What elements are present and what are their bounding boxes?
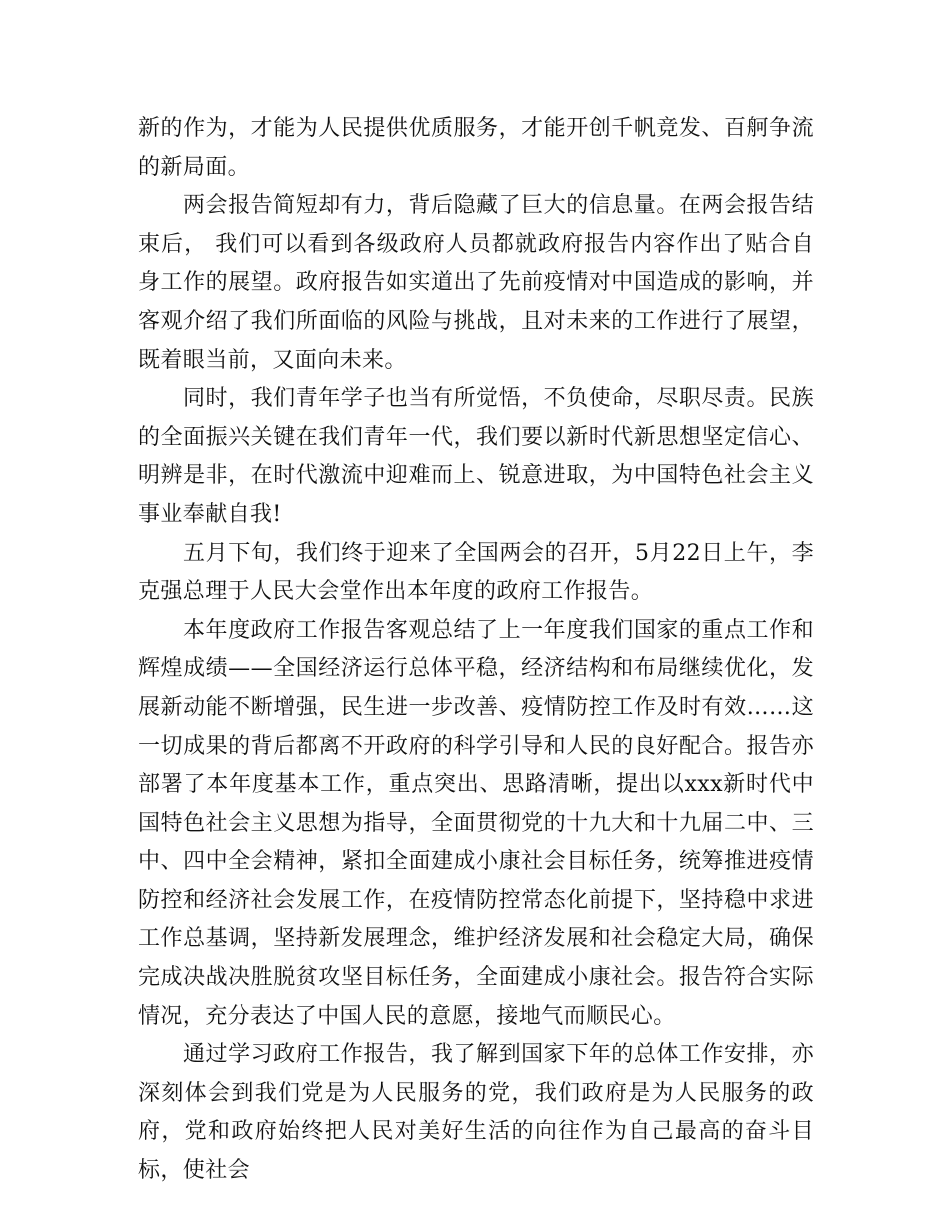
paragraph-4: 五月下旬，我们终于迎来了全国两会的召开，5月22日上午，李克强总理于人民大会堂作出本年度的政府工作报告。 [138, 540, 814, 605]
document-page [138, 110, 814, 1191]
paragraph-1: 新的作为，才能为人民提供优质服务，才能开创千帆竞发、百舸争流的新局面。 [138, 116, 814, 180]
paragraph-3: 同时，我们青年学子也当有所觉悟，不负使命，尽职尽责。民族的全面振兴关键在我们青年一代，我们要以新时代新思想坚定信心、明辨是非，在时代激流中迎难而上、锐意进取，为中国特色社会主义事业奉献自我! [138, 386, 814, 527]
paragraph-5: 本年度政府工作报告客观总结了上一年度我们国家的重点工作和辉煌成绩——全国经济运行总体平稳，经济结构和布局继续优化，发展新动能不断增强，民生进一步改善、疫情防控工作及时有效……这一切成果的背后都离不开政府的科学引导和人民的良好配合。报告亦部署了本年度基本工作，重点突出、思路清晰，提出以xxx新时代中国特色社会主义思想为指导，全面贯彻党的十九大和十九届二中、三中、四中全会精神，紧扣全面建成小康社会目标任务，统筹推进疫情防控和经济社会发展工作，在疫情防控常态化前提下，坚持稳中求进工作总基调，坚持新发展理念，维护经济发展和社会稳定大局，确保完成决战决胜脱贫攻坚目标任务，全面建成小康社会。报告符合实际情况，充分表达了中国人民的意愿，接地气而顺民心。 [138, 617, 814, 1029]
paragraph-6: 通过学习政府工作报告，我了解到国家下年的总体工作安排，亦深刻体会到我们党是为人民服务的党，我们政府是为人民服务的政府，党和政府始终把人民对美好生活的向往作为自己最高的奋斗目标，使社会 [138, 1042, 814, 1184]
paragraph-2: 两会报告简短却有力，背后隐藏了巨大的信息量。在两会报告结束后， 我们可以看到各级政府人员都就政府报告内容作出了贴合自身工作的展望。政府报告如实道出了先前疫情对中国造成的影响，并客观介绍了我们所面临的风险与挑战，且对未来的工作进行了展望，既着眼当前，又面向未来。 [138, 193, 814, 373]
